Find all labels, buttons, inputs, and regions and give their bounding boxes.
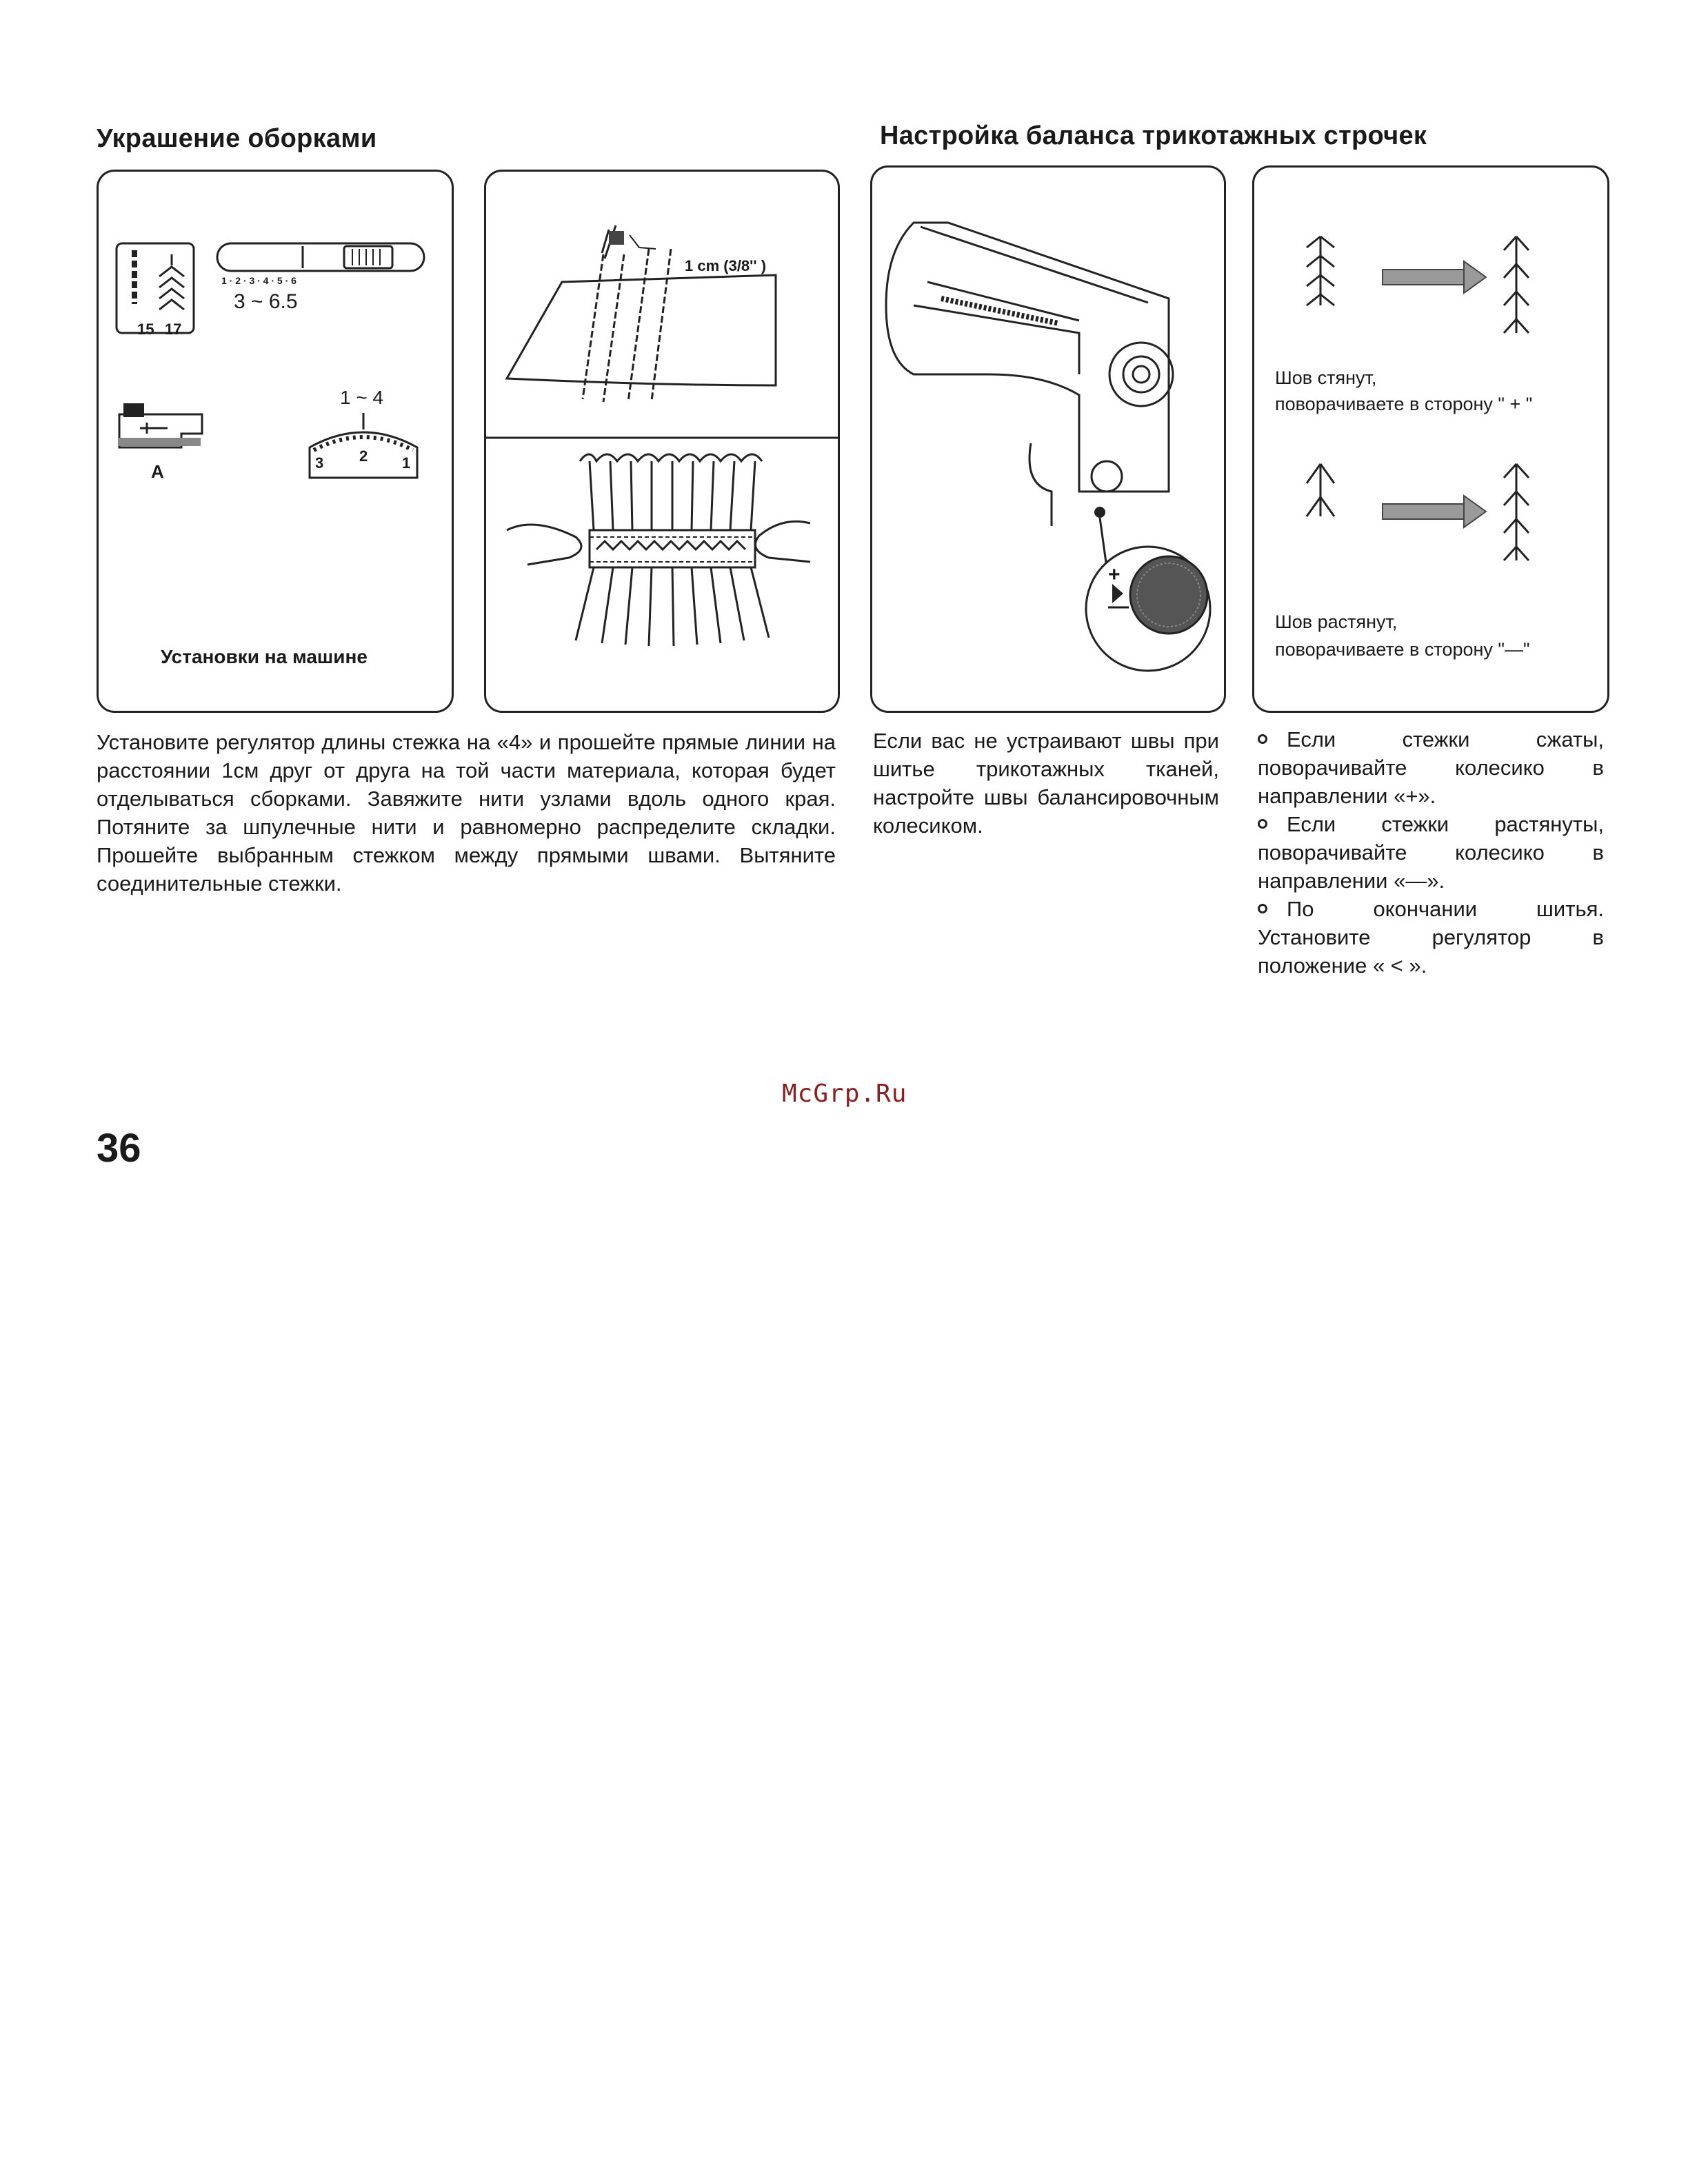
dial-minus-sign: — bbox=[1108, 595, 1129, 618]
settings-illustration bbox=[99, 172, 452, 711]
ruffles-instructions bbox=[97, 728, 836, 898]
sewing-machine-illustration bbox=[872, 168, 1224, 711]
compressed-caption-1: Шов стянут, bbox=[1275, 367, 1377, 388]
watermark-text: McGrp.Ru bbox=[782, 1080, 907, 1108]
balance-dial-knob bbox=[1130, 556, 1207, 634]
bullet-item: По окончании шитья. Установите регулятор в положение « < ». bbox=[1258, 897, 1604, 978]
gathering-diagram-panel bbox=[484, 170, 840, 713]
left-hand bbox=[507, 525, 581, 565]
ruffles-paragraph: Установите регулятор длины стежка на «4» и прошейте прямые линии на расстоянии 1см друг от друга на той части материала, которая будет отделываться сборками. Завяжите нити узлами вдоль одного края. Потяните за шпулечные нити и равномерно распределите складки. Прошейте выбранным стежком между прямыми швами. Вытяните соединительные стежки. bbox=[97, 730, 836, 896]
balance-bullets bbox=[1258, 725, 1604, 980]
stretched-stitch-icon bbox=[1307, 464, 1334, 516]
right-hand bbox=[755, 521, 810, 562]
length-scale-marks: 1 · 2 · 3 · 4 · 5 · 6 bbox=[221, 275, 297, 286]
arrow-right-icon-1 bbox=[1383, 270, 1465, 285]
section-title-knit-balance: Настройка баланса трикотажных строчек bbox=[880, 121, 1427, 150]
correct-stitch-icon-1 bbox=[1504, 236, 1529, 333]
compressed-stitch-icon bbox=[1307, 236, 1334, 305]
stitch-length-value: 3 ~ 6.5 bbox=[234, 290, 298, 313]
feather-stitch-icon bbox=[159, 254, 184, 310]
slider-knob bbox=[344, 246, 392, 268]
stitch-number-15: 15 bbox=[137, 321, 154, 338]
machine-settings-caption: Установки на машине bbox=[161, 646, 368, 667]
bullet-item: Если стежки сжаты, поворачивайте колесико в направлении «+». bbox=[1258, 727, 1604, 808]
seam-spacing-label: 1 cm (3/8'' ) bbox=[685, 257, 767, 274]
tension-range: 1 ~ 4 bbox=[340, 387, 384, 408]
stitch-pattern-box bbox=[117, 243, 194, 333]
gathered-top-edge bbox=[580, 454, 762, 461]
machine-dial-panel bbox=[870, 165, 1226, 713]
knit-balance-paragraph: Если вас не устраивают швы при шитье трикотажных тканей, настройте швы балансировочным колесиком. bbox=[873, 729, 1219, 838]
presser-foot-label: A bbox=[151, 461, 164, 482]
stretched-caption-2: поворачиваете в сторону "—" bbox=[1275, 639, 1530, 660]
arrow-right-icon-2 bbox=[1383, 504, 1465, 519]
compressed-caption-2: поворачиваете в сторону " + " bbox=[1275, 394, 1533, 414]
stitch-selector-knob bbox=[1092, 461, 1122, 492]
stitch-balance-panel bbox=[1252, 165, 1609, 713]
bullet-icon bbox=[1258, 734, 1267, 744]
dial-number-3: 3 bbox=[315, 454, 324, 472]
stitch-number-17: 17 bbox=[165, 321, 182, 338]
dial-plus-sign: + bbox=[1108, 563, 1121, 586]
section-title-ruffles: Украшение оборками bbox=[97, 124, 377, 153]
fabric-piece bbox=[507, 275, 776, 385]
knit-balance-instructions bbox=[873, 727, 1219, 840]
bullet-item: Если стежки растянуты, поворачивайте колесико в направлении «—». bbox=[1258, 812, 1604, 893]
stretched-caption-1: Шов растянут, bbox=[1275, 611, 1398, 632]
bullet-icon bbox=[1258, 819, 1267, 829]
dial-number-2: 2 bbox=[359, 447, 368, 465]
straight-seams bbox=[583, 249, 671, 402]
gathering-illustration bbox=[486, 172, 838, 711]
machine-settings-panel bbox=[97, 170, 454, 713]
bullet-icon bbox=[1258, 904, 1267, 913]
correct-stitch-icon-2 bbox=[1504, 464, 1529, 560]
dial-number-1: 1 bbox=[402, 454, 411, 472]
handwheel bbox=[1109, 343, 1173, 406]
page-number: 36 bbox=[97, 1126, 141, 1171]
